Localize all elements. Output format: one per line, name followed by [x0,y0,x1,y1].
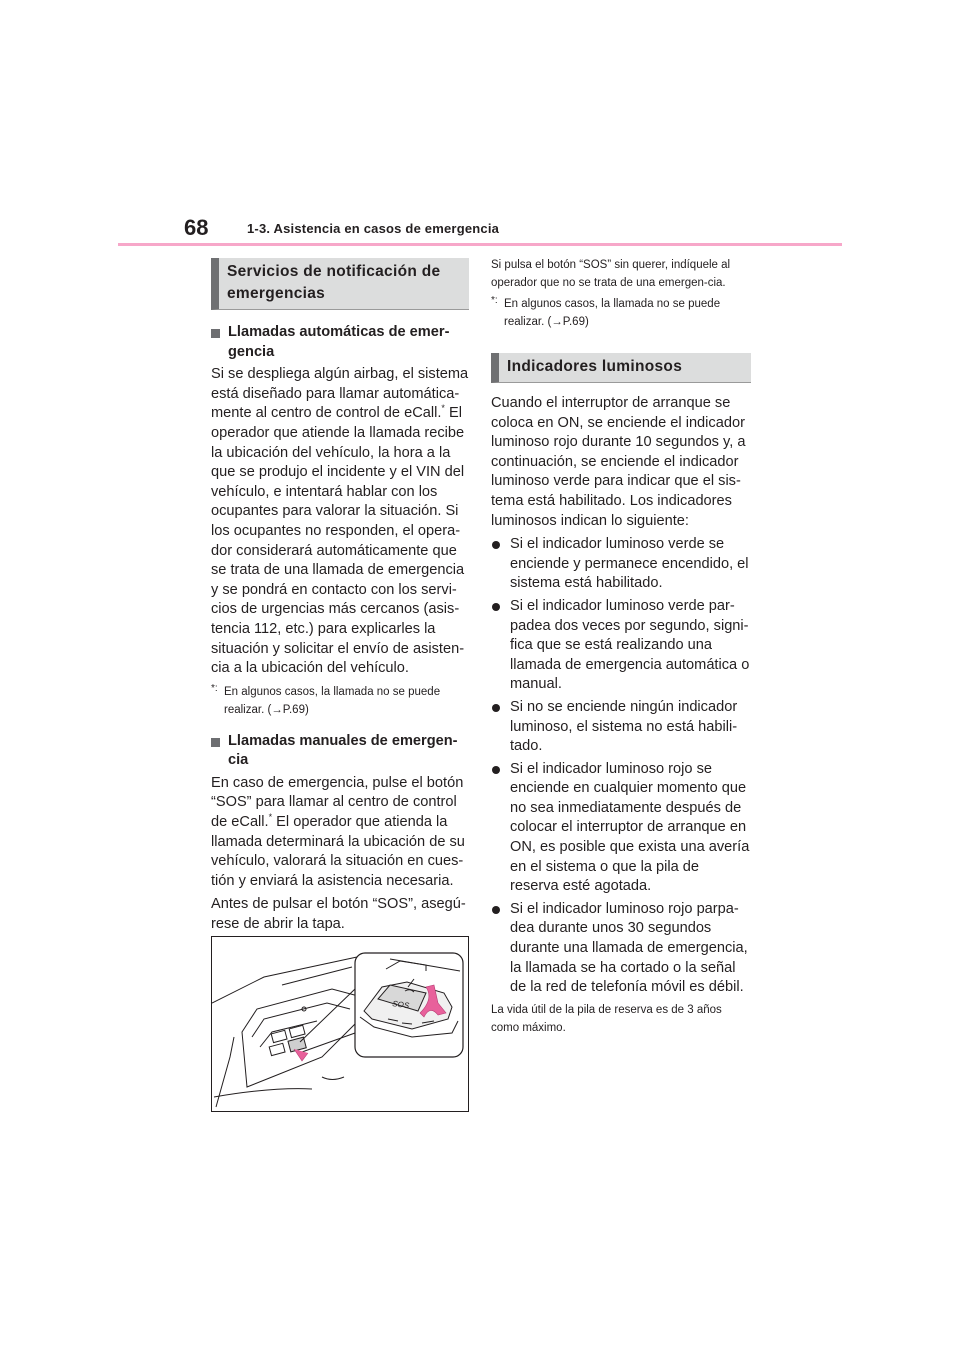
paragraph-automatic-calls [211,365,469,679]
accidental-press-note: Si pulsa el botón “SOS” sin querer, indíquele al operador que no se trata de una emergen-cia. [491,259,731,289]
list-item [491,698,751,757]
battery-life-note: La vida útil de la pila de reserva es de 3 años como máximo. [491,1003,722,1034]
list-item-text: Si el indicador luminoso verde se enciende y permanece encendido, el sistema está habilitado. [510,536,749,592]
paragraph-open-cover: Antes de pulsar el botón “SOS”, asegú-rese de abrir la tapa. [211,896,466,933]
list-item-text: Si el indicador luminoso verde par-padea dos veces por segundo, signi-fica que se está realizando una llamada de emergencia automática o manual. [510,597,750,693]
footnote-text: En algunos casos, la llamada no se puede realizar. (→P.69) [504,298,721,328]
list-item [491,760,751,897]
list-item-text: Si el indicador luminoso rojo parpa-dea durante unos 30 segundos durante una llamada de emergencia, la llamada se ha cortado o la señal de la red de telefonía móvil es débil. [510,900,748,996]
section-title-indicators: Indicadores luminosos [491,353,751,383]
left-column [211,258,469,939]
list-item [491,900,751,998]
right-column [491,256,751,1037]
sos-button-label: SOS [391,999,410,1011]
footnote-text: En algunos casos, la llamada no se puede realizar. (→P.69) [224,685,441,716]
automatic-text-b: El operador que atiende la llamada recibe la ubicación del vehículo, la hora a la que se produjo el incidente y el VIN del vehículo, e intentará hablar con los ocupantes para valorar la situación. Si los ocupantes no responden, el opera-dor considerará automáticamente que se trata de una llamada de emergencia y se pondrá en contacto con los servi-cios de urgencias más cercanos (asis-tencia 112, etc.) para explicarles la situación y solicitar el envío de asisten-cia a la ubicación del vehículo. [211,405,465,677]
header-rule [118,243,842,246]
square-bullet-icon [211,329,220,338]
indicator-list [491,535,751,998]
footnote-right [491,295,751,331]
bullet-dot-icon [492,766,500,774]
page-number: 68 [184,215,209,240]
running-title: 1-3. Asistencia en casos de emergencia [247,221,500,236]
footnote-star: * [268,812,273,823]
footnote-automatic [211,683,469,719]
bullet-dot-icon [492,541,500,549]
automatic-text-a: Si se despliega algún airbag, el sistema está diseñado para llamar automática-mente al centro de control de eCall. [211,366,469,422]
footnote-mark: *: [211,682,218,694]
list-item-text: Si el indicador luminoso rojo se enciende en cualquier momento que no sea inmediatamente después de colocar el interruptor de arranque en ON, es posible que exista una avería en el sistema o que la pila de reserva esté agotada. [510,760,750,895]
square-bullet-icon [211,738,220,747]
list-item-text: Si no se enciende ningún indicador luminoso, el sistema no está habili-tado. [510,698,738,755]
list-item [491,597,751,695]
footnote-mark: *: [491,295,498,306]
sos-button-illustration [211,936,469,1112]
manual-text-a: En caso de emergencia, pulse el botón “SOS” para llamar al centro de control de eCall. [211,774,464,831]
subheading-manual-calls-text: Llamadas manuales de emergen-cia [228,732,458,769]
overhead-console-drawing [212,937,468,1111]
paragraph-indicators-intro: Cuando el interruptor de arranque se coloca en ON, se enciende el indicador luminoso rojo durante 10 segundos y, a continuación, se enciende el indicador luminoso verde para indicar que el sis-tema está habilitado. Los indicadores luminosos indican lo siguiente: [491,395,746,529]
subheading-manual-calls [211,732,469,771]
paragraph-manual-calls [211,774,469,892]
bullet-dot-icon [492,906,500,914]
subheading-automatic-calls-text: Llamadas automáticas de emer-gencia [228,324,450,360]
subheading-automatic-calls [211,323,469,362]
bullet-dot-icon [492,704,500,712]
manual-text-b: El operador que atienda la llamada determinará la ubicación de su vehículo, valorará la situación en cues-tión y enviará la asistencia necesaria. [211,814,465,889]
list-item [491,535,751,594]
footnote-star: * [441,403,445,414]
bullet-dot-icon [492,603,500,611]
section-title-emergency-services: Servicios de notificación de emergencias [211,258,469,310]
